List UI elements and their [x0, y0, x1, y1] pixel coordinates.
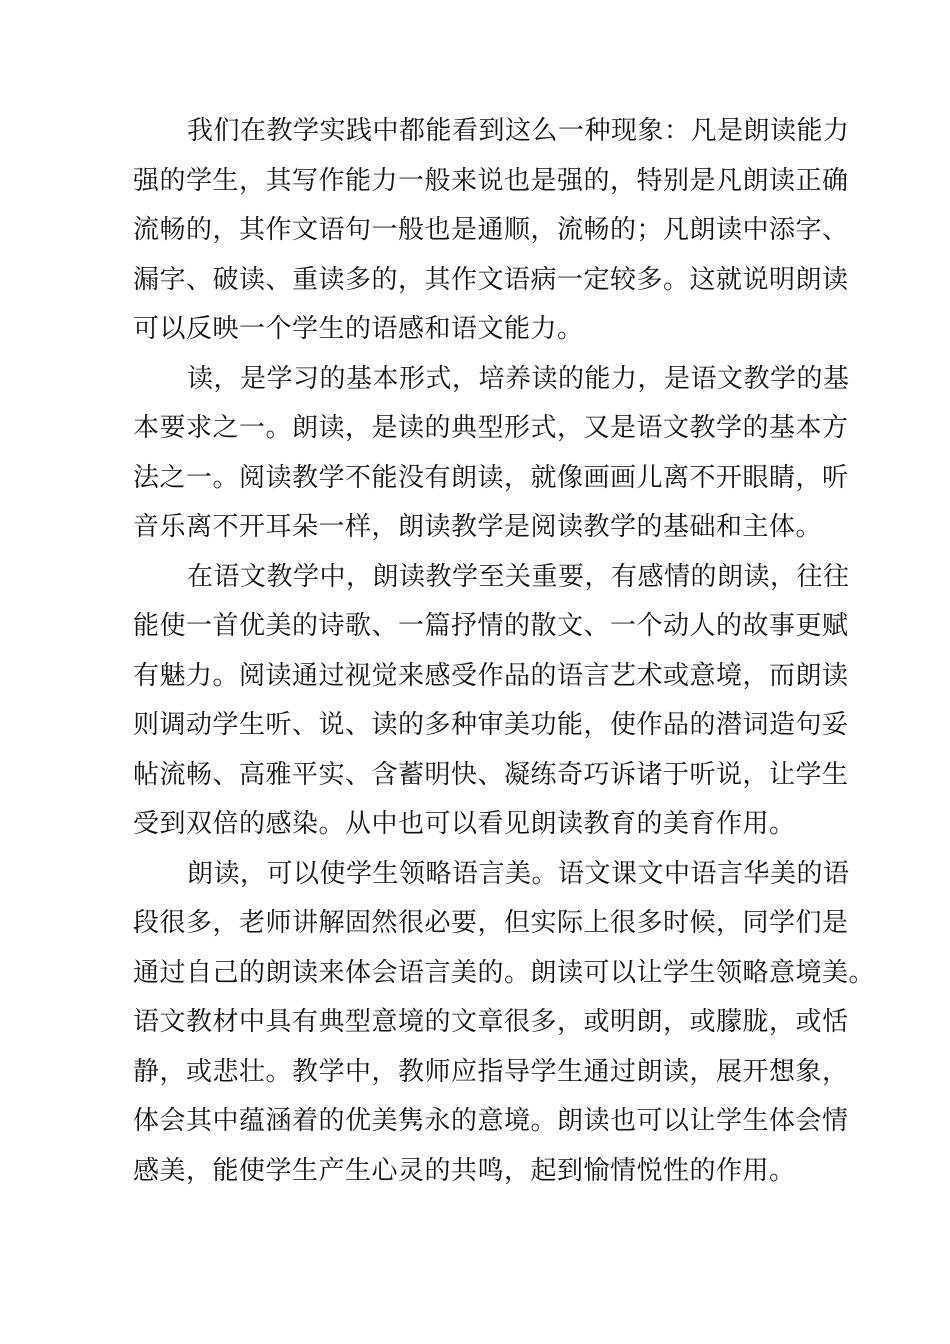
- paragraph-line: 法之一。阅读教学不能没有朗读，就像画画儿离不开眼睛，听: [133, 462, 849, 493]
- paragraph-line: 则调动学生听、说、读的多种审美功能，使作品的潜词造句妥: [133, 710, 849, 740]
- paragraph-line: 体会其中蕴涵着的优美隽永的意境。朗读也可以让学生体会情: [133, 1106, 849, 1136]
- paragraph-line: 段很多，老师讲解固然很必要，但实际上很多时候，同学们是: [133, 908, 849, 938]
- paragraph-3: [133, 553, 850, 850]
- paragraph-4: [133, 850, 876, 1197]
- paragraph-line: 我们在教学实践中都能看到这么一种现象：凡是朗读能力: [187, 116, 850, 146]
- paragraph-line: 朗读，可以使学生领略语言美。语文课文中语言华美的语: [187, 858, 850, 889]
- paragraph-2: [133, 355, 850, 553]
- paragraph-line: 受到双倍的感染。从中也可以看见朗读教育的美育作用。: [133, 809, 796, 839]
- paragraph-line: 帖流畅、高雅平实、含蓄明快、凝练奇巧诉诸于听说，让学生: [133, 759, 849, 790]
- paragraph-line: 音乐离不开耳朵一样，朗读教学是阅读教学的基础和主体。: [133, 512, 823, 542]
- paragraph-line: 静，或悲壮。教学中，教师应指导学生通过朗读，展开想象，: [133, 1056, 849, 1087]
- paragraph-line: 有魅力。阅读通过视觉来感受作品的语言艺术或意境，而朗读: [133, 660, 849, 691]
- paragraph-line: 本要求之一。朗读，是读的典型形式，又是语文教学的基本方: [133, 413, 849, 443]
- paragraph-line: 能使一首优美的诗歌、一篇抒情的散文、一个动人的故事更赋: [133, 611, 849, 641]
- paragraph-line: 漏字、破读、重读多的，其作文语病一定较多。这就说明朗读: [133, 264, 849, 295]
- paragraph-line: 读，是学习的基本形式，培养读的能力，是语文教学的基: [187, 363, 850, 394]
- paragraph-1: [133, 107, 850, 355]
- paragraph-line: 感美，能使学生产生心灵的共鸣，起到愉情悦性的作用。: [133, 1155, 796, 1186]
- paragraph-line: 流畅的，其作文语句一般也是通顺，流畅的；凡朗读中添字、: [133, 215, 849, 245]
- paragraph-line: 在语文教学中，朗读教学至关重要，有感情的朗读，往往: [187, 561, 850, 592]
- paragraph-line: 语文教材中具有典型意境的文章很多，或明朗，或朦胧，或恬: [133, 1007, 849, 1037]
- paragraph-line: 可以反映一个学生的语感和语文能力。: [133, 314, 584, 344]
- paragraph-line: 通过自己的朗读来体会语言美的。朗读可以让学生领略意境美。: [133, 957, 876, 988]
- document-body: [133, 107, 876, 1196]
- paragraph-line: 强的学生，其写作能力一般来说也是强的，特别是凡朗读正确: [133, 165, 849, 196]
